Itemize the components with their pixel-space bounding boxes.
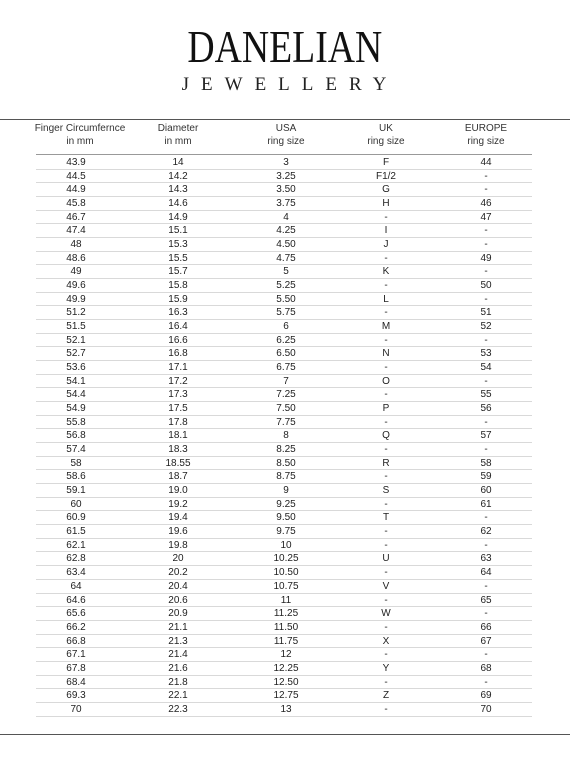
cell-diameter: 18.7 — [168, 471, 188, 483]
table-row — [36, 676, 532, 690]
cell-usa-size: 9.75 — [276, 526, 296, 538]
cell-uk-size: U — [382, 553, 390, 565]
table-row — [36, 252, 532, 266]
cell-diameter: 16.8 — [168, 348, 188, 360]
cell-usa-size: 3.25 — [276, 170, 296, 182]
cell-circumference: 66.2 — [66, 621, 86, 633]
cell-diameter: 19.6 — [168, 526, 188, 538]
cell-diameter: 17.2 — [168, 375, 188, 387]
table-row — [36, 306, 532, 320]
cell-uk-size: R — [382, 457, 390, 469]
cell-usa-size: 3.75 — [276, 198, 296, 210]
cell-europe-size: - — [484, 676, 488, 688]
cell-europe-size: - — [484, 334, 488, 346]
cell-diameter: 15.3 — [168, 239, 188, 251]
cell-europe-size: - — [484, 225, 488, 237]
cell-circumference: 49 — [70, 266, 82, 278]
cell-circumference: 48.6 — [66, 252, 86, 264]
table-row — [36, 552, 532, 566]
cell-usa-size: 5.25 — [276, 280, 296, 292]
table-row — [36, 594, 532, 608]
cell-circumference: 45.8 — [66, 198, 86, 210]
table-row — [36, 334, 532, 348]
cell-usa-size: 10 — [280, 539, 292, 551]
cell-diameter: 16.3 — [168, 307, 188, 319]
cell-diameter: 16.4 — [168, 321, 188, 333]
cell-circumference: 59.1 — [66, 485, 86, 497]
cell-europe-size: 65 — [480, 594, 492, 606]
cell-circumference: 63.4 — [66, 567, 86, 579]
table-row — [36, 320, 532, 334]
table-row — [36, 429, 532, 443]
table-row — [36, 293, 532, 307]
cell-europe-size: 50 — [480, 280, 492, 292]
cell-diameter: 22.3 — [168, 703, 188, 715]
ring-size-table — [0, 156, 570, 717]
cell-circumference: 62.1 — [66, 539, 86, 551]
cell-uk-size: W — [381, 608, 391, 620]
cell-diameter: 15.1 — [168, 225, 188, 237]
cell-usa-size: 3.50 — [276, 184, 296, 196]
header-circumference-line2: in mm — [66, 136, 94, 147]
cell-europe-size: 56 — [480, 403, 492, 415]
header-divider — [36, 154, 532, 155]
cell-uk-size: - — [384, 307, 388, 319]
cell-europe-size: 54 — [480, 362, 492, 374]
cell-uk-size: - — [384, 498, 388, 510]
cell-europe-size: 44 — [480, 157, 492, 168]
cell-europe-size: - — [484, 184, 488, 196]
cell-usa-size: 4.25 — [276, 225, 296, 237]
cell-uk-size: - — [384, 280, 388, 292]
cell-uk-size: - — [384, 703, 388, 715]
cell-usa-size: 7.75 — [276, 416, 296, 428]
cell-uk-size: - — [384, 252, 388, 264]
brand-name: DANELIAN — [187, 21, 383, 72]
table-row — [36, 511, 532, 525]
cell-europe-size: - — [484, 266, 488, 278]
header-usa-line1: USA — [275, 123, 297, 134]
cell-europe-size: - — [484, 170, 488, 182]
cell-usa-size: 10.75 — [273, 580, 299, 592]
cell-usa-size: 11.75 — [273, 635, 299, 647]
cell-usa-size: 7.25 — [276, 389, 296, 401]
cell-diameter: 16.6 — [168, 334, 188, 346]
cell-uk-size: O — [382, 375, 390, 387]
cell-uk-size: - — [384, 444, 388, 456]
table-row — [36, 662, 532, 676]
cell-circumference: 51.5 — [66, 321, 86, 333]
cell-diameter: 21.8 — [168, 676, 188, 688]
cell-uk-size: - — [384, 539, 388, 551]
cell-diameter: 15.5 — [168, 252, 188, 264]
cell-uk-size: Y — [382, 662, 390, 674]
cell-europe-size: 51 — [480, 307, 492, 319]
cell-usa-size: 12.75 — [273, 690, 299, 702]
table-row — [36, 443, 532, 457]
cell-uk-size: H — [382, 198, 390, 210]
cell-diameter: 17.3 — [168, 389, 188, 401]
cell-diameter: 15.8 — [168, 280, 188, 292]
table-row — [36, 265, 532, 279]
cell-circumference: 44.9 — [66, 184, 86, 196]
table-row — [36, 375, 532, 389]
table-row — [36, 347, 532, 361]
header-circumference — [20, 122, 140, 148]
cell-europe-size: 53 — [480, 348, 492, 360]
cell-europe-size: - — [484, 444, 488, 456]
cell-diameter: 21.3 — [168, 635, 188, 647]
header-europe — [446, 122, 526, 148]
cell-diameter: 14.6 — [168, 198, 188, 210]
cell-uk-size: - — [384, 621, 388, 633]
cell-circumference: 57.4 — [66, 444, 86, 456]
cell-uk-size: - — [384, 649, 388, 661]
table-row — [36, 170, 532, 184]
cell-usa-size: 5.50 — [276, 293, 296, 305]
cell-europe-size: 57 — [480, 430, 492, 442]
cell-uk-size: - — [384, 567, 388, 579]
cell-europe-size: - — [484, 512, 488, 524]
top-divider — [0, 119, 570, 120]
header-diameter-line2: in mm — [164, 136, 192, 147]
cell-usa-size: 4 — [283, 211, 289, 223]
cell-uk-size: Q — [382, 430, 390, 442]
cell-europe-size: 64 — [480, 567, 492, 579]
cell-diameter: 22.1 — [168, 690, 188, 702]
cell-europe-size: 55 — [480, 389, 492, 401]
cell-europe-size: - — [484, 539, 488, 551]
cell-diameter: 18.3 — [168, 444, 188, 456]
cell-uk-size: - — [384, 362, 388, 374]
cell-europe-size: - — [484, 293, 488, 305]
cell-usa-size: 6 — [283, 321, 289, 333]
table-row — [36, 279, 532, 293]
cell-diameter: 20 — [172, 553, 184, 565]
cell-uk-size: Z — [382, 690, 390, 702]
cell-europe-size: 63 — [480, 553, 492, 565]
cell-diameter: 19.4 — [168, 512, 188, 524]
cell-europe-size: - — [484, 239, 488, 251]
cell-circumference: 43.9 — [66, 157, 86, 168]
cell-uk-size: F1/2 — [375, 170, 396, 182]
cell-circumference: 67.8 — [66, 662, 86, 674]
table-row — [36, 648, 532, 662]
cell-diameter: 20.9 — [168, 608, 188, 620]
table-row — [36, 361, 532, 375]
cell-europe-size: 52 — [480, 321, 492, 333]
cell-circumference: 65.6 — [66, 608, 86, 620]
cell-usa-size: 13 — [280, 703, 292, 715]
cell-diameter: 17.1 — [168, 362, 188, 374]
cell-uk-size: - — [384, 526, 388, 538]
cell-europe-size: 69 — [480, 690, 492, 702]
cell-diameter: 14.2 — [168, 170, 188, 182]
cell-circumference: 62.8 — [66, 553, 86, 565]
cell-uk-size: K — [382, 266, 390, 278]
cell-uk-size: T — [382, 512, 390, 524]
cell-europe-size: - — [484, 608, 488, 620]
cell-circumference: 68.4 — [66, 676, 86, 688]
cell-usa-size: 6.50 — [276, 348, 296, 360]
cell-diameter: 14.3 — [168, 184, 188, 196]
cell-circumference: 58 — [70, 457, 82, 469]
cell-diameter: 17.5 — [168, 403, 188, 415]
cell-usa-size: 3 — [283, 157, 289, 168]
table-header — [0, 122, 570, 154]
cell-diameter: 18.55 — [165, 457, 191, 469]
bottom-divider — [0, 734, 570, 735]
cell-circumference: 54.9 — [66, 403, 86, 415]
cell-circumference: 54.4 — [66, 389, 86, 401]
cell-usa-size: 6.75 — [276, 362, 296, 374]
cell-usa-size: 7 — [283, 375, 289, 387]
cell-circumference: 52.1 — [66, 334, 86, 346]
cell-diameter: 21.4 — [168, 649, 188, 661]
cell-diameter: 20.6 — [168, 594, 188, 606]
table-row — [36, 211, 532, 225]
brand-logo — [0, 22, 570, 96]
cell-uk-size: L — [383, 293, 389, 305]
table-row — [36, 457, 532, 471]
cell-uk-size: - — [384, 389, 388, 401]
cell-usa-size: 11.50 — [273, 621, 299, 633]
table-row — [36, 703, 532, 717]
cell-europe-size: 67 — [480, 635, 492, 647]
cell-diameter: 20.4 — [168, 580, 188, 592]
table-row — [36, 156, 532, 170]
cell-circumference: 61.5 — [66, 526, 86, 538]
cell-usa-size: 11.25 — [273, 608, 299, 620]
cell-uk-size: F — [382, 157, 390, 168]
cell-circumference: 53.6 — [66, 362, 86, 374]
table-row — [36, 197, 532, 211]
header-diameter — [136, 122, 220, 148]
cell-diameter: 19.0 — [168, 485, 188, 497]
cell-europe-size: 47 — [480, 211, 492, 223]
cell-usa-size: 12 — [280, 649, 292, 661]
cell-europe-size: 49 — [480, 252, 492, 264]
table-row — [36, 238, 532, 252]
cell-europe-size: 70 — [480, 703, 492, 715]
cell-diameter: 20.2 — [168, 567, 188, 579]
table-row — [36, 689, 532, 703]
cell-usa-size: 5.75 — [276, 307, 296, 319]
table-row — [36, 183, 532, 197]
cell-europe-size: 68 — [480, 662, 492, 674]
cell-circumference: 49.6 — [66, 280, 86, 292]
cell-circumference: 60 — [70, 498, 82, 510]
table-row — [36, 566, 532, 580]
cell-uk-size: X — [382, 635, 390, 647]
cell-europe-size: 60 — [480, 485, 492, 497]
cell-uk-size: G — [382, 184, 390, 196]
table-row — [36, 525, 532, 539]
cell-circumference: 69.3 — [66, 690, 86, 702]
cell-diameter: 21.6 — [168, 662, 188, 674]
cell-europe-size: 46 — [480, 198, 492, 210]
cell-usa-size: 12.25 — [273, 662, 299, 674]
cell-uk-size: S — [382, 485, 390, 497]
cell-diameter: 15.7 — [168, 266, 188, 278]
table-row — [36, 224, 532, 238]
cell-diameter: 19.8 — [168, 539, 188, 551]
cell-uk-size: - — [384, 211, 388, 223]
header-uk-line2: ring size — [367, 136, 405, 147]
cell-europe-size: - — [484, 580, 488, 592]
cell-diameter: 14 — [172, 157, 184, 168]
cell-circumference: 55.8 — [66, 416, 86, 428]
cell-usa-size: 4.50 — [276, 239, 296, 251]
header-europe-line2: ring size — [467, 136, 505, 147]
header-usa — [246, 122, 326, 148]
cell-diameter: 14.9 — [168, 211, 188, 223]
cell-usa-size: 8.25 — [276, 444, 296, 456]
header-uk — [346, 122, 426, 148]
cell-uk-size: - — [384, 334, 388, 346]
cell-uk-size: M — [381, 321, 391, 333]
cell-uk-size: I — [384, 225, 388, 237]
cell-europe-size: - — [484, 416, 488, 428]
cell-uk-size: - — [384, 471, 388, 483]
table-row — [36, 484, 532, 498]
cell-uk-size: V — [382, 580, 390, 592]
cell-circumference: 70 — [70, 703, 82, 715]
cell-circumference: 56.8 — [66, 430, 86, 442]
cell-usa-size: 8 — [283, 430, 289, 442]
cell-usa-size: 10.25 — [273, 553, 299, 565]
cell-europe-size: 58 — [480, 457, 492, 469]
cell-usa-size: 6.25 — [276, 334, 296, 346]
cell-usa-size: 9 — [283, 485, 289, 497]
cell-diameter: 19.2 — [168, 498, 188, 510]
brand-subtitle: JEWELLERY — [181, 74, 399, 95]
cell-usa-size: 12.50 — [273, 676, 299, 688]
table-row — [36, 388, 532, 402]
cell-europe-size: - — [484, 375, 488, 387]
table-row — [36, 498, 532, 512]
cell-europe-size: - — [484, 649, 488, 661]
cell-usa-size: 11 — [280, 594, 292, 606]
cell-circumference: 46.7 — [66, 211, 86, 223]
cell-uk-size: - — [384, 676, 388, 688]
cell-usa-size: 5 — [283, 266, 289, 278]
cell-europe-size: 66 — [480, 621, 492, 633]
cell-circumference: 64 — [70, 580, 82, 592]
table-row — [36, 539, 532, 553]
table-row — [36, 607, 532, 621]
cell-diameter: 15.9 — [168, 293, 188, 305]
header-europe-line1: EUROPE — [464, 123, 508, 134]
cell-circumference: 49.9 — [66, 293, 86, 305]
cell-usa-size: 10.50 — [273, 567, 299, 579]
cell-circumference: 44.5 — [66, 170, 86, 182]
cell-usa-size: 9.25 — [276, 498, 296, 510]
cell-circumference: 54.1 — [66, 375, 86, 387]
table-row — [36, 470, 532, 484]
cell-usa-size: 8.75 — [276, 471, 296, 483]
cell-diameter: 21.1 — [168, 621, 188, 633]
cell-uk-size: P — [382, 403, 390, 415]
cell-circumference: 64.6 — [66, 594, 86, 606]
cell-circumference: 67.1 — [66, 649, 86, 661]
cell-circumference: 66.8 — [66, 635, 86, 647]
table-row — [36, 635, 532, 649]
cell-circumference: 58.6 — [66, 471, 86, 483]
cell-usa-size: 9.50 — [276, 512, 296, 524]
cell-circumference: 47.4 — [66, 225, 86, 237]
cell-europe-size: 59 — [480, 471, 492, 483]
cell-circumference: 48 — [70, 239, 82, 251]
cell-diameter: 17.8 — [168, 416, 188, 428]
table-row — [36, 416, 532, 430]
table-row — [36, 580, 532, 594]
cell-usa-size: 4.75 — [276, 252, 296, 264]
cell-uk-size: N — [382, 348, 390, 360]
header-circumference-line1: Finger Circumfernce — [34, 123, 126, 134]
cell-uk-size: - — [384, 416, 388, 428]
cell-circumference: 51.2 — [66, 307, 86, 319]
cell-diameter: 18.1 — [168, 430, 188, 442]
table-row — [36, 402, 532, 416]
cell-uk-size: J — [383, 239, 389, 251]
cell-circumference: 60.9 — [66, 512, 86, 524]
cell-usa-size: 8.50 — [276, 457, 296, 469]
table-row — [36, 621, 532, 635]
cell-circumference: 52.7 — [66, 348, 86, 360]
cell-uk-size: - — [384, 594, 388, 606]
header-usa-line2: ring size — [267, 136, 305, 147]
cell-europe-size: 61 — [480, 498, 492, 510]
header-uk-line1: UK — [379, 123, 393, 134]
header-diameter-line1: Diameter — [157, 123, 199, 134]
cell-europe-size: 62 — [480, 526, 492, 538]
cell-usa-size: 7.50 — [276, 403, 296, 415]
